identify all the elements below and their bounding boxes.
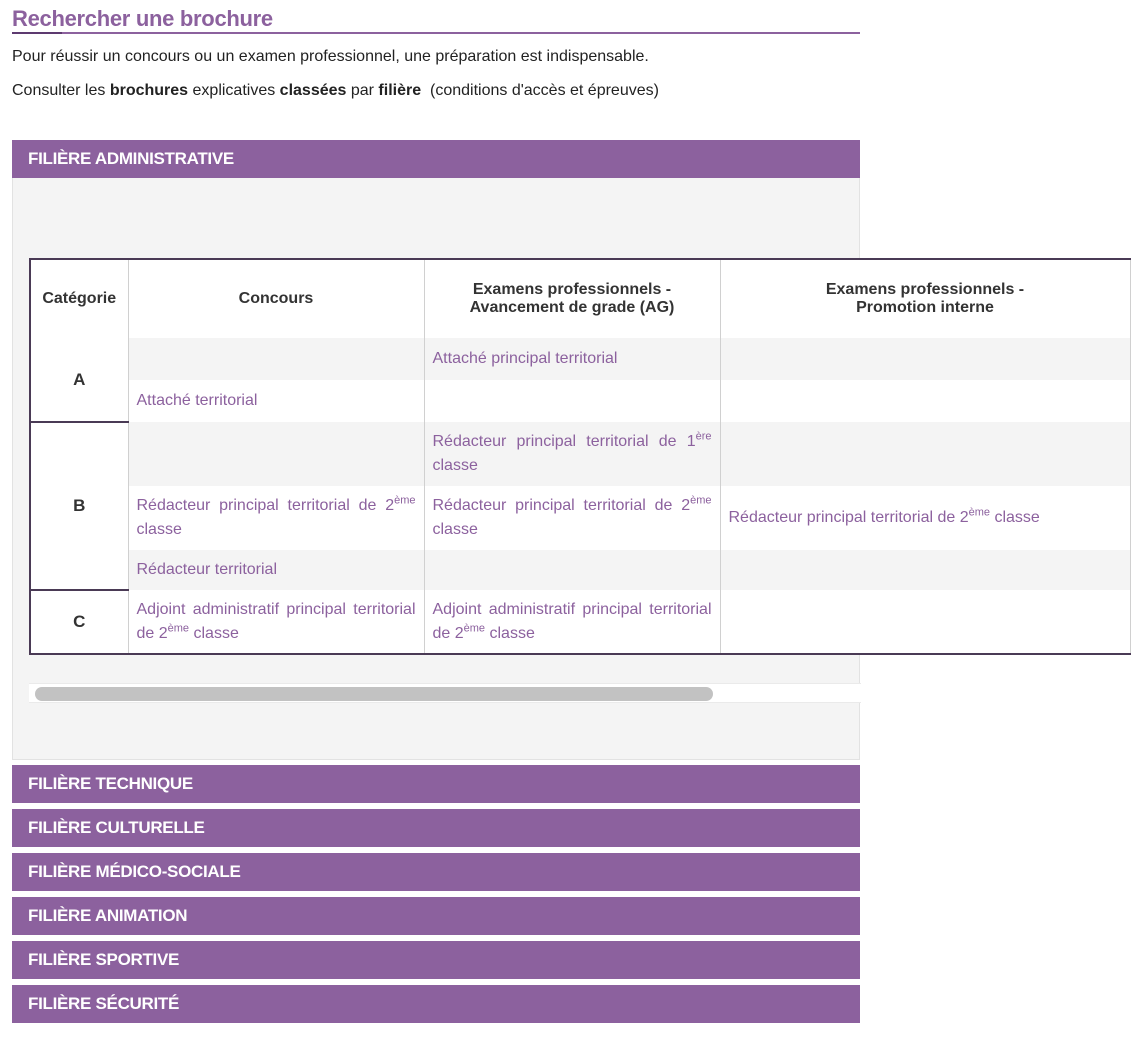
brochure-link-attache-principal[interactable]: Attaché principal territorial bbox=[432, 350, 618, 367]
filiere-medico-sociale-header[interactable]: FILIÈRE MÉDICO-SOCIALE bbox=[12, 853, 860, 891]
table-cell bbox=[720, 550, 1130, 590]
table-cell bbox=[128, 338, 424, 380]
category-a: A bbox=[30, 338, 128, 422]
filiere-administrative-panel bbox=[12, 178, 1040, 760]
table-cell bbox=[128, 590, 424, 654]
page-title: Rechercher une brochure bbox=[12, 6, 273, 31]
table-cell bbox=[128, 380, 424, 422]
table-cell bbox=[128, 422, 424, 486]
table-cell bbox=[720, 422, 1130, 486]
table-row bbox=[30, 380, 1130, 422]
intro-brochures-text: Consulter les brochures explicatives classées par filière (conditions d'accès et épreuves) bbox=[12, 82, 659, 99]
table-cell bbox=[720, 486, 1130, 550]
header-concours: Concours bbox=[128, 259, 424, 338]
brochure-link-redacteur-principal-2eme-ag[interactable]: Rédacteur principal territorial de 2ème classe bbox=[432, 494, 712, 538]
brochure-table-scroll[interactable] bbox=[29, 258, 1040, 683]
intro-text: Pour réussir un concours ou un examen professionnel, une préparation est indispensable. bbox=[12, 48, 649, 65]
table-cell bbox=[424, 380, 720, 422]
brochure-link-redacteur[interactable]: Rédacteur territorial bbox=[136, 561, 277, 578]
header-categorie: Catégorie bbox=[30, 259, 128, 338]
brochure-link-adjoint-admin-principal[interactable]: Adjoint administratif principal territorial de 2ème classe bbox=[136, 600, 416, 642]
table-cell bbox=[424, 422, 720, 486]
table-cell bbox=[720, 590, 1130, 654]
filiere-administrative-header[interactable]: FILIÈRE ADMINISTRATIVE bbox=[12, 140, 860, 178]
table-cell bbox=[720, 380, 1130, 422]
brochure-link-redacteur-principal-1ere[interactable]: Rédacteur principal territorial de 1ère classe bbox=[432, 430, 712, 474]
header-promotion-interne: Examens professionnels - Promotion interne bbox=[720, 259, 1130, 338]
title-underline-accent bbox=[12, 32, 62, 34]
filiere-accordion bbox=[12, 140, 1040, 1023]
table-cell bbox=[720, 338, 1130, 380]
table-cell bbox=[424, 590, 720, 654]
filiere-animation-header[interactable]: FILIÈRE ANIMATION bbox=[12, 897, 860, 935]
brochure-link-attache[interactable]: Attaché territorial bbox=[136, 392, 258, 409]
scrollbar-thumb[interactable] bbox=[35, 687, 713, 701]
page bbox=[12, 0, 1040, 1023]
table-row bbox=[30, 338, 1130, 380]
header-avancement-grade: Examens professionnels - Avancement de grade (AG) bbox=[424, 259, 720, 338]
filiere-securite-header[interactable]: FILIÈRE SÉCURITÉ bbox=[12, 985, 860, 1023]
brochure-link-adjoint-admin-principal-ag[interactable]: Adjoint administratif principal territorial de 2ème classe bbox=[432, 600, 712, 642]
horizontal-scrollbar[interactable] bbox=[29, 683, 861, 703]
table-cell bbox=[128, 486, 424, 550]
category-c: C bbox=[30, 590, 128, 654]
table-row bbox=[30, 550, 1130, 590]
filiere-technique-header[interactable]: FILIÈRE TECHNIQUE bbox=[12, 765, 860, 803]
filiere-culturelle-header[interactable]: FILIÈRE CULTURELLE bbox=[12, 809, 860, 847]
table-row bbox=[30, 422, 1130, 486]
table-cell bbox=[424, 486, 720, 550]
table-row bbox=[30, 590, 1130, 654]
category-b: B bbox=[30, 422, 128, 590]
table-header-row bbox=[30, 259, 1130, 338]
table-cell bbox=[424, 550, 720, 590]
brochure-link-redacteur-principal-2eme-promo[interactable]: Rédacteur principal territorial de 2ème classe bbox=[728, 506, 1040, 526]
table-cell bbox=[128, 550, 424, 590]
brochure-table bbox=[29, 258, 1131, 655]
table-cell bbox=[424, 338, 720, 380]
brochure-link-redacteur-principal-2eme[interactable]: Rédacteur principal territorial de 2ème classe bbox=[136, 494, 416, 538]
title-underline bbox=[12, 32, 860, 34]
table-row bbox=[30, 486, 1130, 550]
filiere-sportive-header[interactable]: FILIÈRE SPORTIVE bbox=[12, 941, 860, 979]
